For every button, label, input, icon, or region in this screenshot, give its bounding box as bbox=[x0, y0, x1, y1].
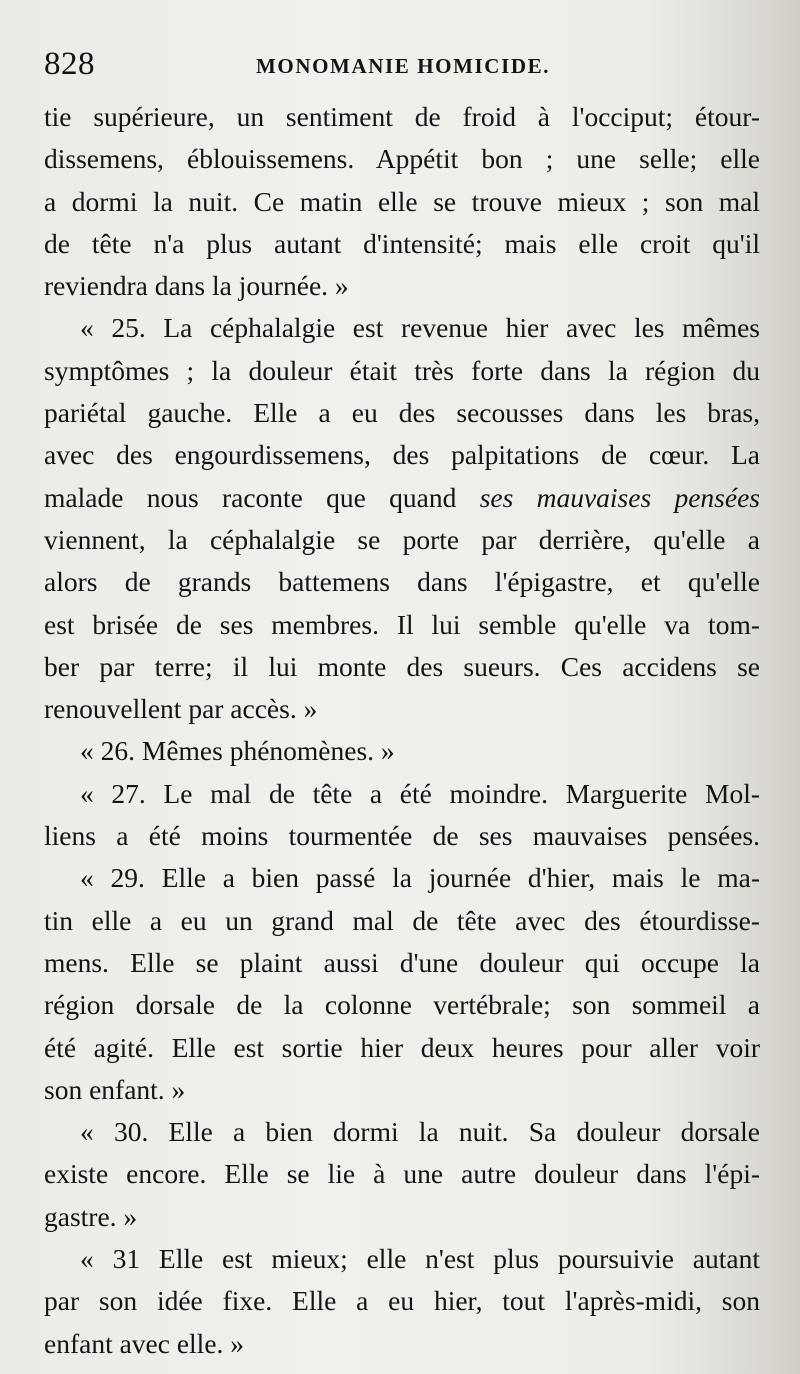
text-line: tie supérieure, un sentiment de froid à l'occiput; étour- bbox=[44, 101, 760, 132]
body-text bbox=[44, 96, 760, 1365]
text-line: reviendra dans la journée. » bbox=[44, 270, 349, 302]
text-line: viennent, la céphalalgie se porte par derrière, qu'elle a bbox=[44, 523, 760, 555]
text-line: « 25. La céphalalgie est revenue hier avec les mêmes bbox=[80, 312, 760, 344]
text-line: symptômes ; la douleur était très forte dans la région du bbox=[44, 354, 760, 386]
text-line: été agité. Elle est sortie hier deux heures pour aller voir bbox=[44, 1031, 760, 1063]
text-line: ber par terre; il lui monte des sueurs. Ces accidens se bbox=[44, 650, 760, 682]
text-line: alors de grands battemens dans l'épigastre, et qu'elle bbox=[44, 566, 760, 598]
text-line: « 27. Le mal de tête a été moindre. Marguerite Mol- bbox=[80, 777, 760, 809]
text-line: « 26. Mêmes phénomènes. » bbox=[80, 735, 395, 767]
text-line: gastre. » bbox=[44, 1200, 138, 1232]
text-line: « 31 Elle est mieux; elle n'est plus poursuivie autant bbox=[80, 1243, 760, 1275]
text-line: avec des engourdissemens, des palpitations de cœur. La bbox=[44, 439, 760, 471]
page-number: 828 bbox=[44, 46, 95, 82]
text-run: malade nous raconte que quand bbox=[44, 481, 480, 513]
italic-phrase: ses mauvaises pensées bbox=[479, 481, 760, 513]
text-line bbox=[44, 477, 760, 519]
text-line: son enfant. » bbox=[44, 1073, 186, 1105]
text-line: par son idée fixe. Elle a eu hier, tout l'après-midi, son bbox=[44, 1285, 760, 1317]
text-line: tin elle a eu un grand mal de tête avec des étourdisse- bbox=[44, 904, 760, 936]
text-line: mens. Elle se plaint aussi d'une douleur qui occupe la bbox=[44, 946, 760, 978]
text-line: de tête n'a plus autant d'intensité; mais elle croit qu'il bbox=[44, 227, 760, 259]
text-line: dissemens, éblouissemens. Appétit bon ; une selle; elle bbox=[44, 143, 760, 175]
text-line: région dorsale de la colonne vertébrale; son sommeil a bbox=[44, 989, 760, 1021]
text-line: enfant avec elle. » bbox=[44, 1327, 245, 1359]
text-line: « 30. Elle a bien dormi la nuit. Sa douleur dorsale bbox=[80, 1116, 760, 1148]
text-line: a dormi la nuit. Ce matin elle se trouve mieux ; son mal bbox=[44, 185, 760, 217]
text-line: existe encore. Elle se lie à une autre douleur dans l'épi- bbox=[44, 1158, 760, 1190]
page-header bbox=[44, 42, 760, 86]
running-title: MONOMANIE HOMICIDE. bbox=[256, 54, 551, 78]
text-line: pariétal gauche. Elle a eu des secousses dans les bras, bbox=[44, 397, 760, 429]
text-line: « 29. Elle a bien passé la journée d'hier, mais le ma- bbox=[80, 862, 760, 894]
text-line: liens a été moins tourmentée de ses mauvaises pensées. bbox=[44, 820, 760, 852]
text-line: est brisée de ses membres. Il lui semble qu'elle va tom- bbox=[44, 608, 760, 640]
text-line: renouvellent par accès. » bbox=[44, 693, 318, 725]
